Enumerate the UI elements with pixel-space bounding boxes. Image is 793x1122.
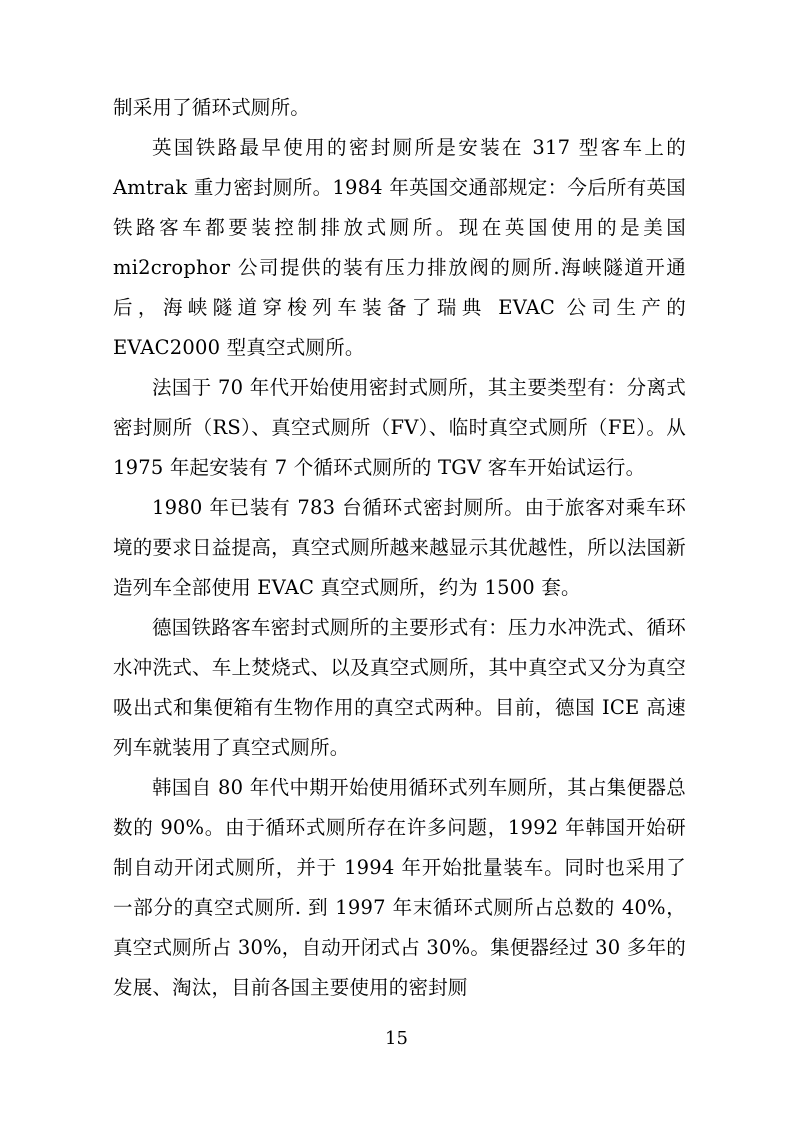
page-body <box>113 88 686 1008</box>
paragraph-6: 韩国自 80 年代中期开始使用循环式列车厕所，其占集便器总数的 90%。由于循环式厕所存在许多问题，1992 年韩国开始研制自动开闭式厕所，并于 1994 年开始批量装车。同时也采用了一部分的真空式厕所. 到 1997 年末循环式厕所占总数的 40%，真空式厕所占 30%，自动开闭式占 30%。集便器经过 30 多年的发展、淘汰，目前各国主要使用的密封厕 <box>113 776 686 999</box>
paragraph-1: 制采用了循环式厕所。 <box>113 96 311 119</box>
paragraph-5: 德国铁路客车密封式厕所的主要形式有：压力水冲洗式、循环水冲洗式、车上焚烧式、以及真空式厕所，其中真空式又分为真空吸出式和集便箱有生物作用的真空式两种。目前，德国 ICE 高速列车就装用了真空式厕所。 <box>113 616 686 759</box>
paragraph-3: 法国于 70 年代开始使用密封式厕所，其主要类型有：分离式密封厕所（RS）、真空式厕所（FV）、临时真空式厕所（FE）。从 1975 年起安装有 7 个循环式厕所的 TGV 客车开始试运行。 <box>113 376 686 479</box>
paragraph-2: 英国铁路最早使用的密封厕所是安装在 317 型客车上的 Amtrak 重力密封厕所。1984 年英国交通部规定：今后所有英国铁路客车都要装控制排放式厕所。现在英国使用的是美国 mi2crophor 公司提供的装有压力排放阀的厕所.海峡隧道开通后，海峡隧道穿梭列车装备了瑞典 EVAC 公司生产的 EVAC2000 型真空式厕所。 <box>113 136 686 359</box>
paragraph-4: 1980 年已装有 783 台循环式密封厕所。由于旅客对乘车环境的要求日益提高，真空式厕所越来越显示其优越性，所以法国新造列车全部使用 EVAC 真空式厕所，约为 1500 套。 <box>113 496 686 599</box>
page-number: 15 <box>385 1028 408 1049</box>
